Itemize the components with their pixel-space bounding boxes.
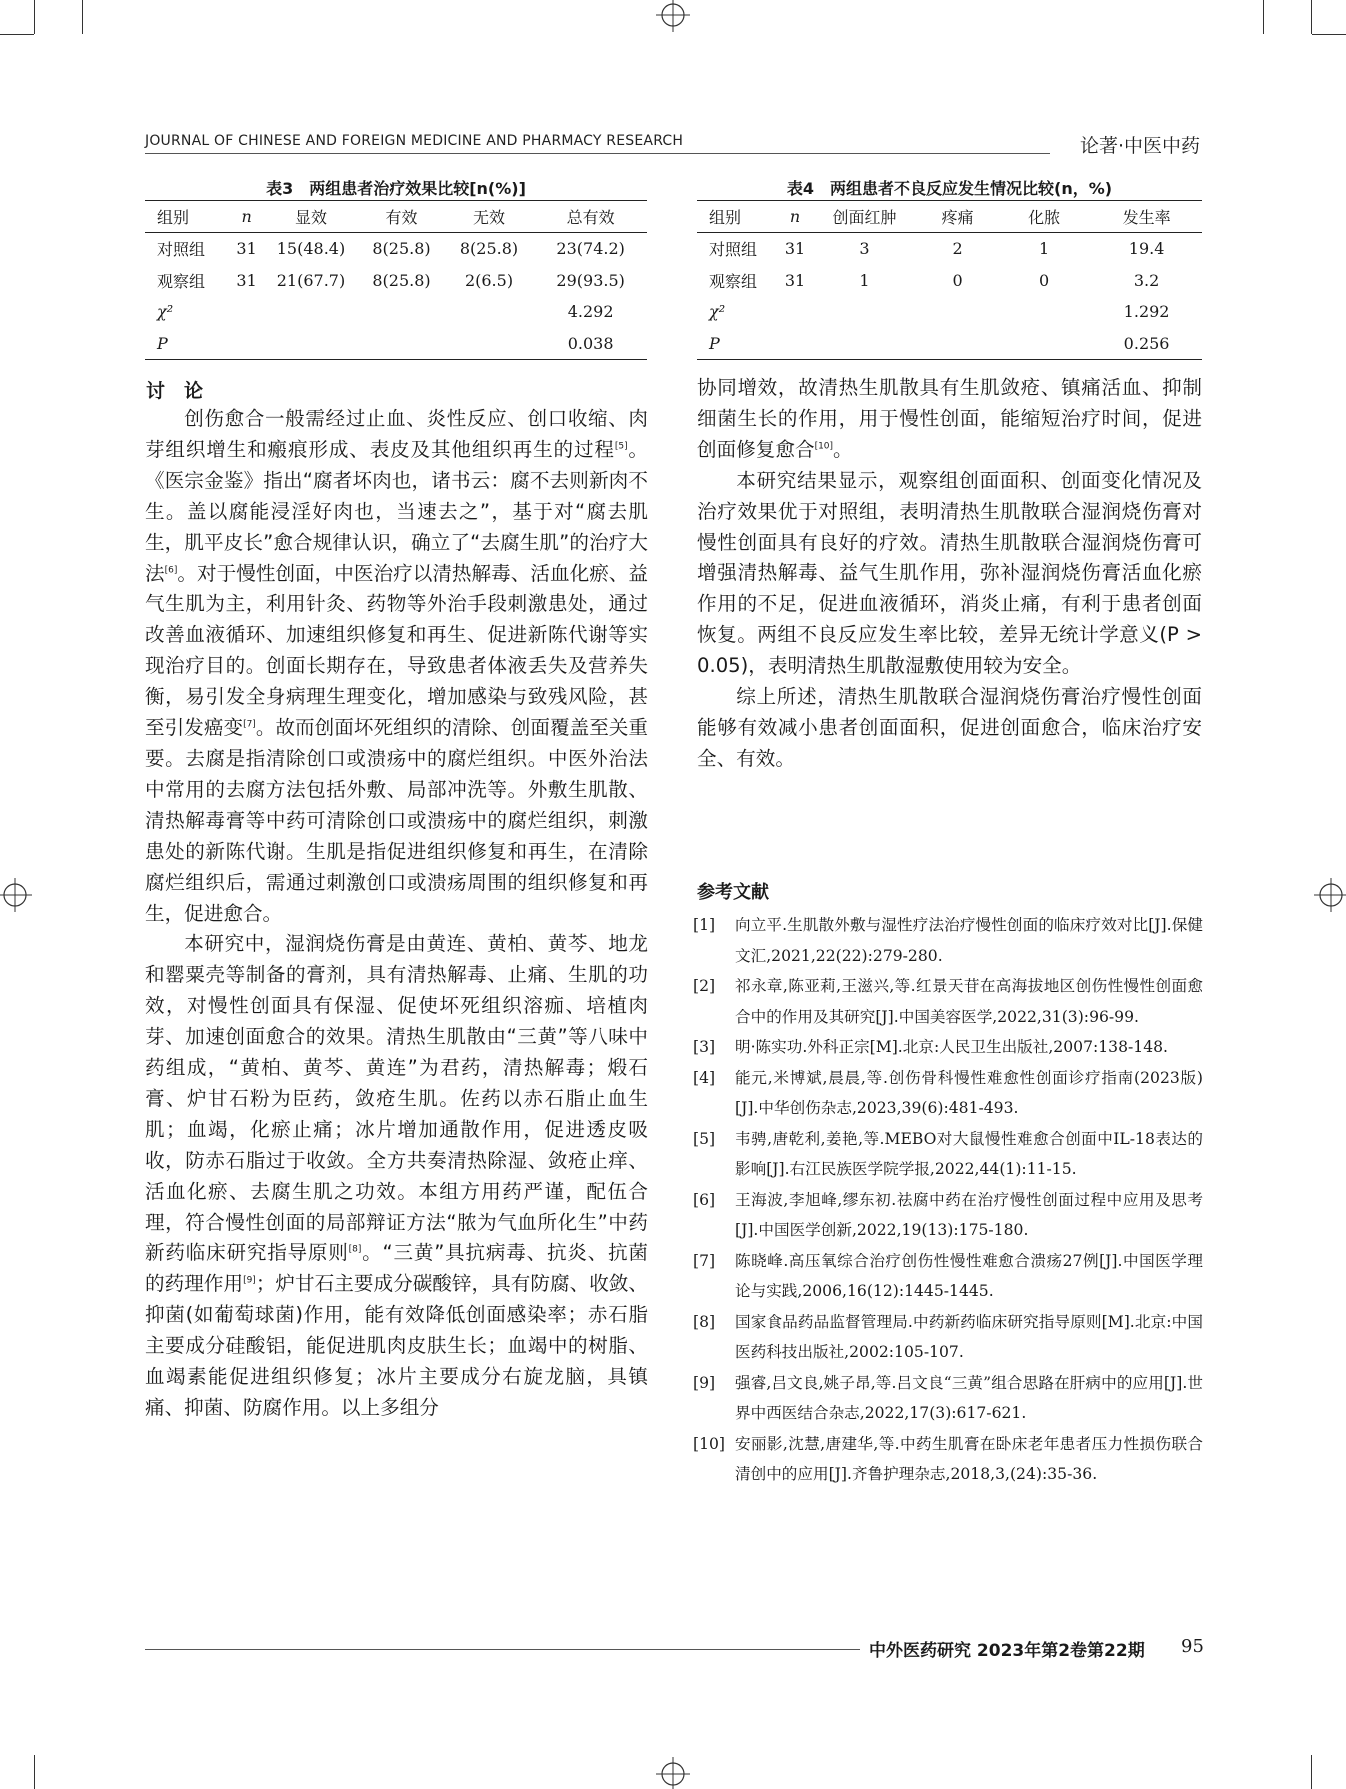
table-cell: 8(25.8)	[372, 270, 431, 290]
text-run: 。对于慢性创面，中医治疗以清热解毒、活血化瘀、益气生肌为主，利用针灸、药物等外治手段刺激患处，通过改善血液循环、加速组织修复和再生、促进新陈代谢等实现治疗目的。创面长期存在，导致患者体液丢失及营养失衡，易引发全身病理生理变化，增加感染与致残风险，甚至引发癌变	[145, 561, 649, 740]
reference-item	[693, 1032, 1203, 1063]
column-header: 组别	[145, 201, 231, 233]
table-cell: 1	[1039, 239, 1050, 259]
table-cell	[231, 328, 263, 360]
crop-mark	[0, 34, 34, 35]
table-cell: 1	[859, 270, 870, 290]
column-header: 疼痛	[918, 201, 997, 233]
citation: [10]	[814, 441, 834, 452]
section-category: 论著·中医中药	[1079, 135, 1200, 157]
column-header: n	[779, 201, 811, 233]
table-cell	[918, 328, 997, 360]
table-cell	[918, 296, 997, 328]
journal-title-en: JOURNAL OF CHINESE AND FOREIGN MEDICINE AND PHARMACY RESEARCH	[145, 133, 684, 149]
citation: [6]	[164, 565, 178, 575]
table-cell: 23(74.2)	[556, 239, 625, 259]
page-number: 95	[1181, 1636, 1204, 1657]
table-cell: P	[145, 328, 231, 360]
table-row	[145, 328, 647, 360]
reference-text: 向立平.生肌散外敷与湿性疗法治疗慢性创面的临床疗效对比[J].保健文汇,2021,22(22):279-280.	[735, 916, 1203, 965]
crop-mark	[1311, 1755, 1312, 1789]
crop-mark	[1263, 0, 1264, 34]
reference-item	[693, 1307, 1203, 1368]
reference-text: 强睿,吕文良,姚子昂,等.吕文良“三黄”组合思路在肝病中的应用[J].世界中西医结合杂志,2022,17(3):617-621.	[735, 1373, 1203, 1422]
table-cell	[359, 296, 444, 328]
crop-mark	[1311, 0, 1312, 34]
column-header: 有效	[359, 201, 444, 233]
reference-number: [10]	[693, 1434, 726, 1453]
table3-caption: 表3 两组患者治疗效果比较[n(%)]	[266, 179, 526, 198]
table-row	[697, 265, 1202, 297]
table-cell	[811, 296, 918, 328]
table-cell: 21(67.7)	[276, 270, 346, 290]
header-rule	[145, 153, 1050, 154]
table-cell: 8(25.8)	[459, 239, 519, 259]
reference-item	[693, 1124, 1203, 1185]
reference-number: [4]	[693, 1068, 716, 1087]
text-run: 本研究中，湿润烧伤膏是由黄连、黄柏、黄芩、地龙和罂粟壳等制备的膏剂，具有清热解毒、止痛、生肌的功效，对慢性创面具有保湿、促使坏死组织溶痂、培植肉芽、加速创面愈合的效果。清热生肌散由“三黄”等八味中药组成，“黄柏、黄芩、黄连”为君药，清热解毒；煅石膏、炉甘石粉为臣药，敛疮生肌。佐药以赤石脂止血生肌；血竭，化瘀止痛；冰片增加通散作用，促进透皮吸收，防赤石脂过于收敛。全方共奏清热除湿、敛疮止痒、活血化瘀、去腐生肌之功效。本组方用药严谨，配伍合理，符合慢性创面的局部辩证方法“脓为气血所化生”中药新药临床研究指导原则	[145, 932, 648, 1265]
left-column	[145, 404, 648, 1424]
column-header: 发生率	[1091, 201, 1202, 233]
reference-text: 安丽影,沈慧,唐建华,等.中药生肌膏在卧床老年患者压力性损伤联合清创中的应用[J].齐鲁护理杂志,2018,3,(24):35-36.	[735, 1434, 1203, 1483]
table-cell: 对照组	[157, 240, 206, 260]
journal-issue: 中外医药研究 2023年第2卷第22期	[869, 1641, 1145, 1661]
reference-number: [3]	[693, 1038, 716, 1056]
table-cell: 2(6.5)	[464, 270, 514, 290]
reference-text: 陈晓峰.高压氧综合治疗创伤性慢性难愈合溃疡27例[J].中国医学理论与实践,2006,16(12):1445-1445.	[735, 1251, 1203, 1300]
reference-number: [2]	[693, 977, 716, 995]
paragraph: 综上所述，清热生肌散联合湿润烧伤膏治疗慢性创面能够有效减小患者创面面积，促进创面愈合，临床治疗安全、有效。	[697, 685, 1202, 770]
registration-mark-right	[1312, 878, 1346, 912]
reference-text: 韦骋,唐乾利,姜艳,等.MEBO对大鼠慢性难愈合创面中IL-18表达的影响[J].右江民族医学院学报,2022,44(1):11-15.	[735, 1129, 1203, 1178]
paragraph	[697, 373, 1202, 466]
registration-mark-bottom	[656, 1755, 690, 1789]
table-cell: 对照组	[709, 240, 758, 260]
registration-mark-left	[0, 878, 34, 912]
registration-mark-top	[656, 0, 690, 34]
discussion-heading: 讨 论	[146, 380, 204, 402]
citation: [5]	[614, 441, 628, 452]
table-cell	[811, 328, 918, 360]
citation: [7]	[243, 719, 256, 730]
table-cell: 31	[784, 270, 806, 290]
reference-number: [5]	[693, 1129, 716, 1148]
table-cell	[231, 296, 263, 328]
table-row	[697, 296, 1202, 328]
reference-item	[693, 1063, 1203, 1124]
text-run: 。故而创面坏死组织的清除、创面覆盖至关重要。去腐是指清除创口或溃疡中的腐烂组织。中医外治法中常用的去腐方法包括外敷、局部冲洗等。外敷生肌散、清热解毒膏等中药可清除创口或溃疡中的腐烂组织，刺激患处的新陈代谢。生肌是指促进组织修复和再生，在清除腐烂组织后，需通过刺激创口或溃疡周围的组织修复和再生，促进愈合。	[145, 716, 649, 925]
text-run: 。	[833, 437, 853, 461]
references-heading: 参考文献	[697, 882, 769, 903]
table-cell	[997, 328, 1091, 360]
table-cell: 31	[236, 239, 257, 259]
table-cell: 0.256	[1091, 328, 1202, 360]
column-header: 创面红肿	[811, 201, 918, 233]
text-run: 协同增效，故清热生肌散具有生肌敛疮、镇痛活血、抑制细菌生长的作用，用于慢性创面，能缩短治疗时间，促进创面修复愈合	[697, 376, 1202, 461]
table-row	[145, 265, 647, 297]
crop-mark	[34, 0, 35, 34]
table-cell: 观察组	[157, 271, 206, 291]
text-run: 创伤愈合一般需经过止血、炎性反应、创口收缩、肉芽组织增生和瘢痕形成、表皮及其他组织再生的过程	[145, 407, 648, 461]
reference-text: 能元,米博斌,晨晨,等.创伤骨科慢性难愈性创面诊疗指南(2023版)[J].中华创伤杂志,2023,39(6):481-493.	[735, 1068, 1203, 1117]
reference-item	[693, 1429, 1203, 1490]
table-header-row	[697, 201, 1202, 233]
reference-number: [8]	[693, 1312, 716, 1331]
table-row	[145, 296, 647, 328]
column-header: 无效	[444, 201, 535, 233]
table-cell: 1.292	[1123, 302, 1170, 322]
table-cell: 31	[784, 239, 806, 259]
table-cell: 4.292	[567, 302, 614, 322]
table-cell	[779, 328, 811, 360]
table-cell	[263, 296, 360, 328]
reference-item	[693, 1368, 1203, 1429]
reference-list	[693, 910, 1203, 1490]
table-cell: 0	[952, 270, 963, 290]
table-cell: 3.2	[1133, 270, 1160, 290]
table-cell	[444, 296, 535, 328]
table-header-row	[145, 201, 647, 233]
citation: [8]	[348, 1244, 362, 1255]
table-row	[697, 233, 1202, 265]
table4	[697, 200, 1202, 360]
table-cell: 0	[1039, 270, 1050, 290]
reference-text: 王海波,李旭峰,缪东初.祛腐中药在治疗慢性创面过程中应用及思考[J].中国医学创新,2022,19(13):175-180.	[735, 1190, 1203, 1239]
text-run: ；炉甘石主要成分碳酸锌，具有防腐、收敛、抑菌(如葡萄球菌)作用，能有效降低创面感染率；赤石脂主要成分硅酸铝，能促进肌肉皮肤生长；血竭中的树脂、血竭素能促进组织修复；冰片主要成分右旋龙脑，具镇痛、抑菌、防腐作用。以上多组分	[145, 1272, 649, 1419]
reference-text: 祁永章,陈亚莉,王滋兴,等.红景天苷在高海拔地区创伤性慢性创面愈合中的作用及其研究[J].中国美容医学,2022,31(3):96-99.	[735, 977, 1203, 1026]
table-row	[145, 233, 647, 265]
reference-number: [7]	[693, 1251, 716, 1270]
reference-item	[693, 910, 1203, 971]
citation: [9]	[243, 1275, 256, 1286]
table-cell: 15(48.4)	[276, 239, 346, 259]
column-header: 组别	[697, 201, 779, 233]
column-header: 总有效	[534, 201, 647, 233]
table-cell: χ²	[709, 302, 726, 322]
column-header: 化脓	[997, 201, 1091, 233]
paragraph: 本研究结果显示，观察组创面面积、创面变化情况及治疗效果优于对照组，表明清热生肌散联合湿润烧伤膏对慢性创面具有良好的疗效。清热生肌散联合湿润烧伤膏可增强清热解毒、益气生肌作用，弥补湿润烧伤膏活血化瘀作用的不足，促进血液循环，消炎止痛，有利于患者创面恢复。两组不良反应发生率比较，差异无统计学意义(P > 0.05)，表明清热生肌散湿敷使用较为安全。	[697, 468, 1202, 678]
text-run: 。“三黄”具抗病毒、抗炎、抗菌的药理作用	[145, 1241, 648, 1296]
table-cell	[444, 328, 535, 360]
table-row	[697, 328, 1202, 360]
right-column	[697, 373, 1202, 775]
paragraph	[145, 929, 648, 1424]
table-cell	[779, 296, 811, 328]
table-cell: 31	[236, 270, 257, 290]
reference-number: [9]	[693, 1373, 716, 1392]
table-cell: 19.4	[1128, 239, 1165, 259]
reference-item	[693, 971, 1203, 1032]
table-cell: 8(25.8)	[372, 239, 431, 259]
reference-text: 明·陈实功.外科正宗[M].北京:人民卫生出版社,2007:138-148.	[735, 1038, 1169, 1056]
table-cell: 观察组	[709, 271, 758, 291]
table-cell: χ²	[157, 302, 174, 322]
table-cell: 2	[952, 239, 963, 259]
table3	[145, 200, 647, 360]
column-header: n	[231, 201, 263, 233]
table-cell: 29(93.5)	[556, 270, 625, 290]
crop-mark	[1312, 34, 1346, 35]
reference-number: [1]	[693, 916, 716, 934]
column-header: 显效	[263, 201, 360, 233]
text-run: 。《医宗金鉴》指出“腐者坏肉也，诸书云：腐不去则新肉不生。盖以腐能浸淫好肉也，当速去之”，基于对“腐去肌生，肌平皮长”愈合规律认识，确立了“去腐生肌”的治疗大法	[145, 437, 649, 585]
paragraph	[145, 404, 648, 929]
reference-item	[693, 1185, 1203, 1246]
reference-item	[693, 1246, 1203, 1307]
table4-caption: 表4 两组患者不良反应发生情况比较(n，%)	[786, 179, 1113, 198]
crop-mark	[82, 0, 83, 34]
crop-mark	[34, 1755, 35, 1789]
table-cell	[359, 328, 444, 360]
reference-number: [6]	[693, 1190, 716, 1209]
footer-rule	[145, 1649, 860, 1650]
table-cell: 3	[859, 239, 870, 259]
table-cell: 0.038	[534, 328, 647, 360]
table-cell: P	[697, 328, 779, 360]
reference-text: 国家食品药品监督管理局.中药新药临床研究指导原则[M].北京:中国医药科技出版社,2002:105-107.	[735, 1312, 1203, 1361]
table-cell	[263, 328, 360, 360]
table-cell	[997, 296, 1091, 328]
